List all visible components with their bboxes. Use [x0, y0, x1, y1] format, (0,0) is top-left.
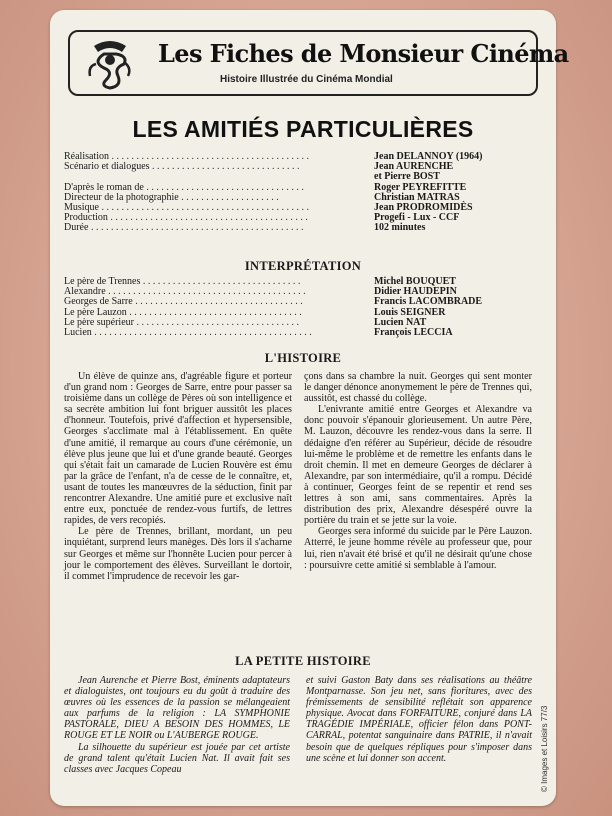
credit-row — [64, 223, 464, 233]
paragraph: çons dans sa chambre la nuit. Georges qui sent monter le danger dénonce anonymement le père de Trennes qui, aussitôt, est chassé du collège. — [304, 371, 532, 405]
header-banner — [68, 30, 569, 96]
credit-label: Directeur de la photographie . . . . . . . . . . . . . . . . . . . . — [64, 191, 279, 203]
paragraph: L'enivrante amitié entre Georges et Alexandre va donc pouvoir s'épanouir glorieusement. Un autre Père, M. Lauzon, découvre les rendez-vous dans la serre. Il dédaigne d'en référer au Supérieur, décide de résoudre lui-même le problème et de remettre les enfants dans le droit chemin. Il met en demeure Georges de déclarer à Alexandre, par son intermédiaire, qu'il a rompu. Décidé à continuer, Georges feint de se repentir et rend ses lettres à son ami, sans commentaires. Après la distribution des prix, Alexandre désespéré ouvre la portière du train et se jette sur la voie. — [304, 404, 532, 527]
paragraph: La silhouette du supérieur est jouée par cet artiste de grand talent qu'était Lucien Nat. Il avait fait ses classes avec Jacques Copeau — [64, 741, 290, 775]
copyright-note: © Images et Loisirs 77/3 — [540, 705, 549, 792]
paragraph: Un élève de quinze ans, d'agréable figure et porteur d'un grand nom : Georges de Sarre, entre pour passer sa troisième dans un collège de Pères où son intelligence et sa secrète ambition lui font briguer aussitôt les places d'honneur. Toutefois, privé d'affection et hypersensible, Georges s'acclimate mal à l'établissement. En quête d'une amitié, il remarque au cours d'une cérémonie, un élève plus jeune que lui et d'une grande beauté. Georges qui s'était fait un camarade de Lucien Rouvère est ému par la grâce de l'enfant, n'a de cesse de le connaître, et, usant de toutes les manœuvres de la séduction, finit par rencontrer Alexandre. Une amitié pure et exclusive naît entre eux, ponctuée de rendez-vous furtifs, de lettres rapides, de vers recopiés. — [64, 371, 292, 527]
credits-list — [64, 151, 483, 234]
info-card — [50, 10, 569, 806]
brand-title: Les Fiches de Monsieur Cinéma — [158, 39, 569, 68]
credit-label: D'après le roman de . . . . . . . . . . . . . . . . . . . . . . . . . . . . . . . . — [64, 181, 304, 193]
histoire-text — [64, 371, 544, 641]
cast-role: Le père Lauzon . . . . . . . . . . . . . . . . . . . . . . . . . . . . . . . . . . . — [64, 306, 302, 318]
petite-column-left — [64, 675, 290, 775]
credit-value: Roger PEYREFITTE — [374, 181, 467, 193]
credit-value: Jean AURENCHE — [374, 161, 454, 173]
film-title: LES AMITIÉS PARTICULIÈRES — [132, 116, 474, 142]
credit-value: 102 minutes — [374, 222, 426, 234]
cast-actor: Didier HAUDEPIN — [374, 286, 457, 298]
histoire-column-right — [304, 371, 532, 571]
histoire-heading: L'HISTOIRE — [264, 351, 342, 365]
credit-label: Scénario et dialogues . . . . . . . . . . . . . . . . . . . . . . . . . . . . . . — [64, 161, 300, 173]
cast-role: Lucien . . . . . . . . . . . . . . . . . . . . . . . . . . . . . . . . . . . . . . . . . . . . — [64, 326, 312, 338]
cast-role: Alexandre . . . . . . . . . . . . . . . . . . . . . . . . . . . . . . . . . . . . . . . . — [64, 286, 306, 298]
cast-role: Le père de Trennes . . . . . . . . . . . . . . . . . . . . . . . . . . . . . . . . — [64, 276, 301, 287]
credit-value: Christian MATRAS — [374, 191, 460, 203]
cast-row — [64, 328, 484, 338]
monsieur-cinema-logo-icon — [84, 36, 136, 92]
cast-list — [64, 277, 484, 338]
credit-label: Durée . . . . . . . . . . . . . . . . . . . . . . . . . . . . . . . . . . . . . . . . . . . — [64, 222, 304, 234]
cast-actor: Michel BOUQUET — [374, 276, 456, 287]
petite-histoire-heading: LA PETITE HISTOIRE — [235, 654, 371, 668]
brand-subtitle: Histoire Illustrée du Cinéma Mondial — [220, 74, 393, 85]
cast-actor: Francis LACOMBRADE — [374, 296, 483, 308]
credit-label: Musique . . . . . . . . . . . . . . . . . . . . . . . . . . . . . . . . . . . . . . . . . . — [64, 201, 309, 213]
cast-actor: François LECCIA — [374, 326, 453, 338]
petite-column-right — [306, 675, 532, 764]
credit-value: et Pierre BOST — [374, 171, 440, 183]
cast-actor: Louis SEIGNER — [374, 306, 446, 318]
paragraph: et suivi Gaston Baty dans ses réalisations au théâtre Montparnasse. Son jeu net, sans fioritures, avec des frémissements de sensibilité reflétait son apparence physique. Avocat dans FORFAITURE, conjuré dans LA TRAGÉDIE IMPÉRIALE, officier félon dans PONT-CARRAL, potentat sanguinaire dans PATRIE, il n'avait besoin que de quelques répliques pour s'imposer dans une scène et lui donner son accent. — [306, 675, 532, 764]
credit-value: Progefi - Lux - CCF — [374, 212, 460, 224]
interpretation-heading: INTERPRÉTATION — [244, 259, 362, 273]
credit-value: Jean DELANNOY (1964) — [374, 151, 483, 162]
paragraph: Le père de Trennes, brillant, mordant, un peu inquiétant, surprend leurs manèges. Dès lors il s'acharne sur Georges et même sur l'honnête Lucien pour percer à jour le comportement des élèves. Surveillant le dortoir, il commet l'imprudence de recevoir les gar- — [64, 526, 292, 582]
paragraph: Jean Aurenche et Pierre Bost, éminents adaptateurs et dialoguistes, ont toujours eu du goût à traduire des œuvres où les essences de la passion se mélangeaient aux parfums de la religion : LA SYMPHONIE PASTORALE, DIEU A BESOIN DES HOMMES, LE ROUGE ET LE NOIR ou L'AUBERGE ROUGE. — [64, 675, 290, 742]
paragraph: Georges sera informé du suicide par le Père Lauzon. Atterré, le jeune homme révèle au professeur que, pour lui, rien n'avait été brisé et qu'il ne désirait qu'une chose : poursuivre cette amitié si semblable à l'amour. — [304, 526, 532, 571]
cast-role: Le père supérieur . . . . . . . . . . . . . . . . . . . . . . . . . . . . . . . . . — [64, 316, 299, 328]
credit-label: Production . . . . . . . . . . . . . . . . . . . . . . . . . . . . . . . . . . . . . . . . — [64, 212, 308, 224]
cast-role: Georges de Sarre . . . . . . . . . . . . . . . . . . . . . . . . . . . . . . . . . . — [64, 296, 303, 308]
credit-label: Réalisation . . . . . . . . . . . . . . . . . . . . . . . . . . . . . . . . . . . . . . . . — [64, 151, 309, 162]
cast-actor: Lucien NAT — [374, 316, 427, 328]
histoire-column-left — [64, 371, 292, 582]
credit-value: Jean PRODROMIDÈS — [374, 201, 473, 213]
